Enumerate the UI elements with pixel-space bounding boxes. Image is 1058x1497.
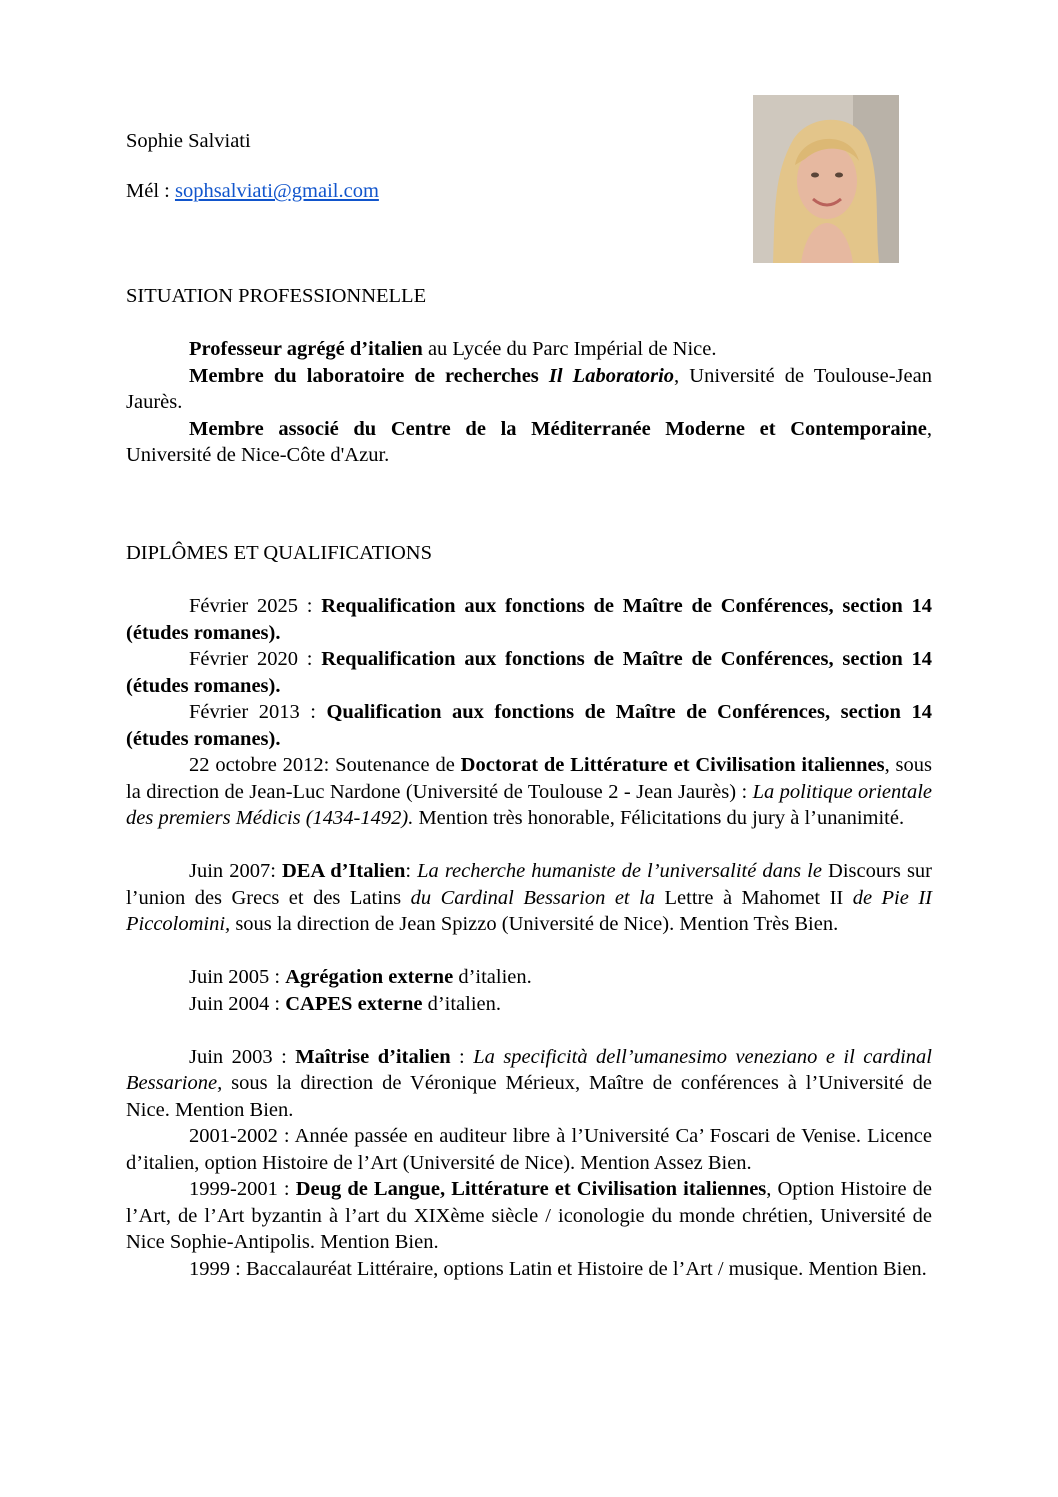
diplome-item: 1999-2001 : Deug de Langue, Littérature et Civilisation italiennes, Option Histoire de l’Art, de l’Art byzantin à l’art du XIXème siècle / iconologie du monde chrétien, Université de Nice Sophie-Antipolis. Mention Bien. [126, 1178, 932, 1253]
diplomes-list [126, 593, 932, 1282]
diplome-item: Juin 2007: DEA d’Italien: La recherche humaniste de l’universalité dans le Discours sur l’union des Grecs et des Latins du Cardinal Bessarion et la Lettre à Mahomet II de Pie II Piccolomini, sous la direction de Jean Spizzo (Université de Nice). Mention Très Bien. [126, 860, 933, 935]
diplome-item: Février 2020 : Requalification aux fonctions de Maître de Conférences, section 14 (études romanes). [126, 648, 932, 697]
email-link[interactable]: sophsalviati@gmail.com [174, 180, 379, 202]
diplome-item: Juin 2005 : Agrégation externe d’italien. [189, 966, 532, 988]
portrait-photo-icon [753, 95, 899, 263]
diplome-item: 1999 : Baccalauréat Littéraire, options Latin et Histoire de l’Art / musique. Mention Bien. [189, 1257, 927, 1280]
diplome-item: Juin 2003 : Maîtrise d’italien : La specificità dell’umanesimo veneziano e il cardinal Bessarione, sous la direction de Véronique Mérieux, Maître de conférences à l’Université de Nice. Mention Bien. [126, 1045, 932, 1121]
situation-item: Membre associé du Centre de la Méditerranée Moderne et Contemporaine, Université de Nice-Côte d'Azur. [126, 417, 932, 466]
diplome-item: 2001-2002 : Année passée en auditeur libre à l’Université Ca’ Foscari de Venise. Licence d’italien, option Histoire de l’Art (Université de Nice). Mention Assez Bien. [126, 1125, 932, 1174]
section-title-situation: SITUATION PROFESSIONNELLE [126, 285, 427, 307]
situation-item: Membre du laboratoire de recherches Il Laboratorio, Université de Toulouse-Jean Jaurès. [126, 364, 932, 413]
situation-item: Professeur agrégé d’italien au Lycée du Parc Impérial de Nice. [189, 338, 717, 360]
email-label: Mél : [126, 180, 175, 202]
diplome-item: 22 octobre 2012: Soutenance de Doctorat de Littérature et Civilisation italiennes, sous la direction de Jean-Luc Nardone (Université de Toulouse 2 - Jean Jaurès) : La politique orientale des premiers Médicis (1434-1492). Mention très honorable, Félicitations du jury à l’unanimité. [126, 754, 932, 829]
section-title-diplomes: DIPLÔMES ET QUALIFICATIONS [126, 542, 432, 564]
diplome-item: Février 2013 : Qualification aux fonctions de Maître de Conférences, section 14 (études romanes). [126, 701, 932, 750]
situation-list [126, 336, 932, 469]
diplome-item: Juin 2004 : CAPES externe d’italien. [189, 992, 502, 1015]
portrait-photo [753, 95, 899, 263]
person-name: Sophie Salviati [126, 130, 251, 152]
email-line [126, 178, 379, 205]
diplome-item: Février 2025 : Requalification aux fonctions de Maître de Conférences, section 14 (études romanes). [126, 595, 932, 644]
